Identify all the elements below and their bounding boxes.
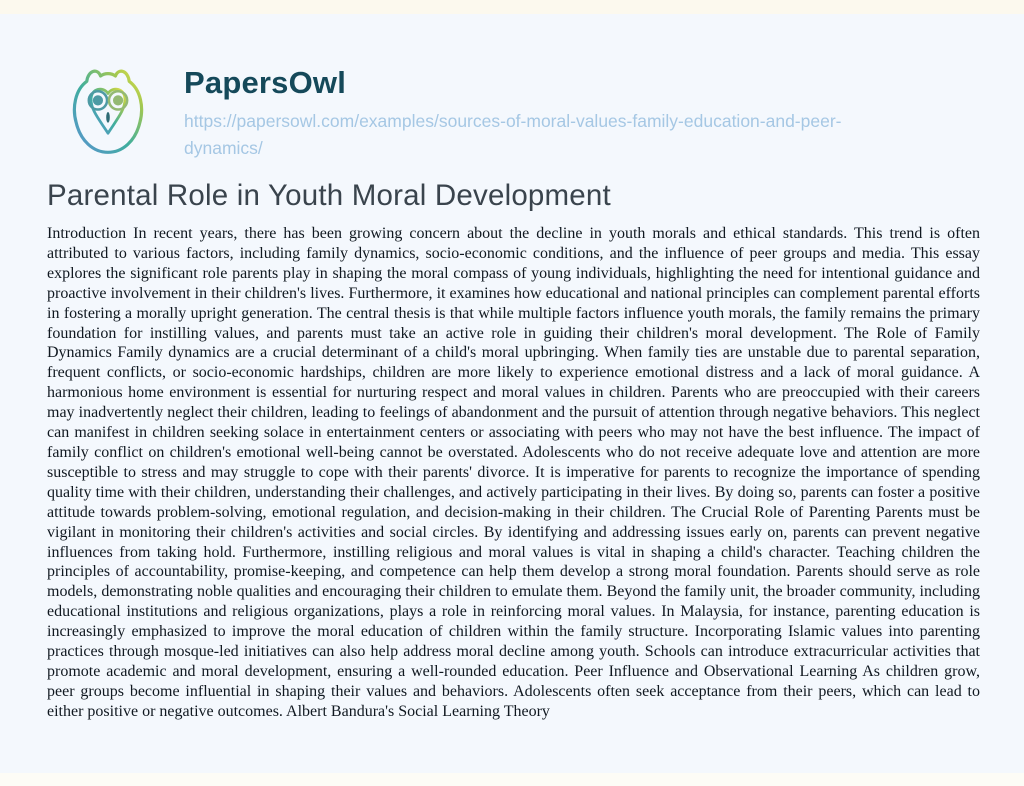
top-margin-band [0, 0, 1024, 14]
document-page [0, 14, 1024, 773]
bottom-margin-band [0, 773, 1024, 786]
header-text-block [184, 58, 914, 162]
owl-icon [55, 58, 161, 164]
page-title: Parental Role in Youth Moral Development [47, 179, 611, 212]
source-url: https://papersowl.com/examples/sources-of-moral-values-family-education-and-peer-dynamics/ [184, 111, 842, 159]
site-header [0, 14, 1024, 164]
essay-body-text: Introduction In recent years, there has been growing concern about the decline in youth morals and ethical standards. This trend is often attributed to various factors, including family dynamics, socio-economic conditions, and the influence of peer groups and media. This essay explores the significant role parents play in shaping the moral compass of young individuals, highlighting the need for intentional guidance and proactive involvement in their children's lives. Furthermore, it examines how educational and national principles can complement parental efforts in fostering a morally upright generation. The central thesis is that while multiple factors influence youth morals, the family remains the primary foundation for instilling values, and parents must take an active role in guiding their children's moral development. The Role of Family Dynamics Family dynamics are a crucial determinant of a child's moral upbringing. When family ties are unstable due to parental separation, frequent conflicts, or socio-economic hardships, children are more likely to experience emotional distress and a lack of moral guidance. A harmonious home environment is essential for nurturing respect and moral values in children. Parents who are preoccupied with their careers may inadvertently neglect their children, leading to feelings of abandonment and the pursuit of attention through negative behaviors. This neglect can manifest in children seeking solace in entertainment centers or associating with peers who may not have the best influence. The impact of family conflict on children's emotional well-being cannot be overstated. Adolescents who do not receive adequate love and attention are more susceptible to stress and may struggle to cope with their parents' divorce. It is imperative for parents to recognize the importance of spending quality time with their children, understanding their challenges, and actively participating in their lives. By doing so, parents can foster a positive attitude towards problem-solving, emotional regulation, and decision-making in their children. The Crucial Role of Parenting Parents must be vigilant in monitoring their children's activities and social circles. By identifying and addressing issues early on, parents can prevent negative influences from taking hold. Furthermore, instilling religious and moral values is vital in shaping a child's character. Teaching children the principles of accountability, promise-keeping, and competence can help them develop a strong moral foundation. Parents should serve as role models, demonstrating noble qualities and encouraging their children to emulate them. Beyond the family unit, the broader community, including educational institutions and religious organizations, plays a role in reinforcing moral values. In Malaysia, for instance, parenting education is increasingly emphasized to improve the moral education of children within the family structure. Incorporating Islamic values into parenting practices through mosque-led initiatives can also help address moral decline among youth. Schools can introduce extracurricular activities that promote academic and moral development, ensuring a well-rounded education. Peer Influence and Observational Learning As children grow, peer groups become influential in shaping their values and behaviors. Adolescents often seek acceptance from their peers, which can lead to either positive or negative outcomes. Albert Bandura's Social Learning Theory [47, 225, 980, 720]
brand-name: PapersOwl [184, 65, 347, 100]
